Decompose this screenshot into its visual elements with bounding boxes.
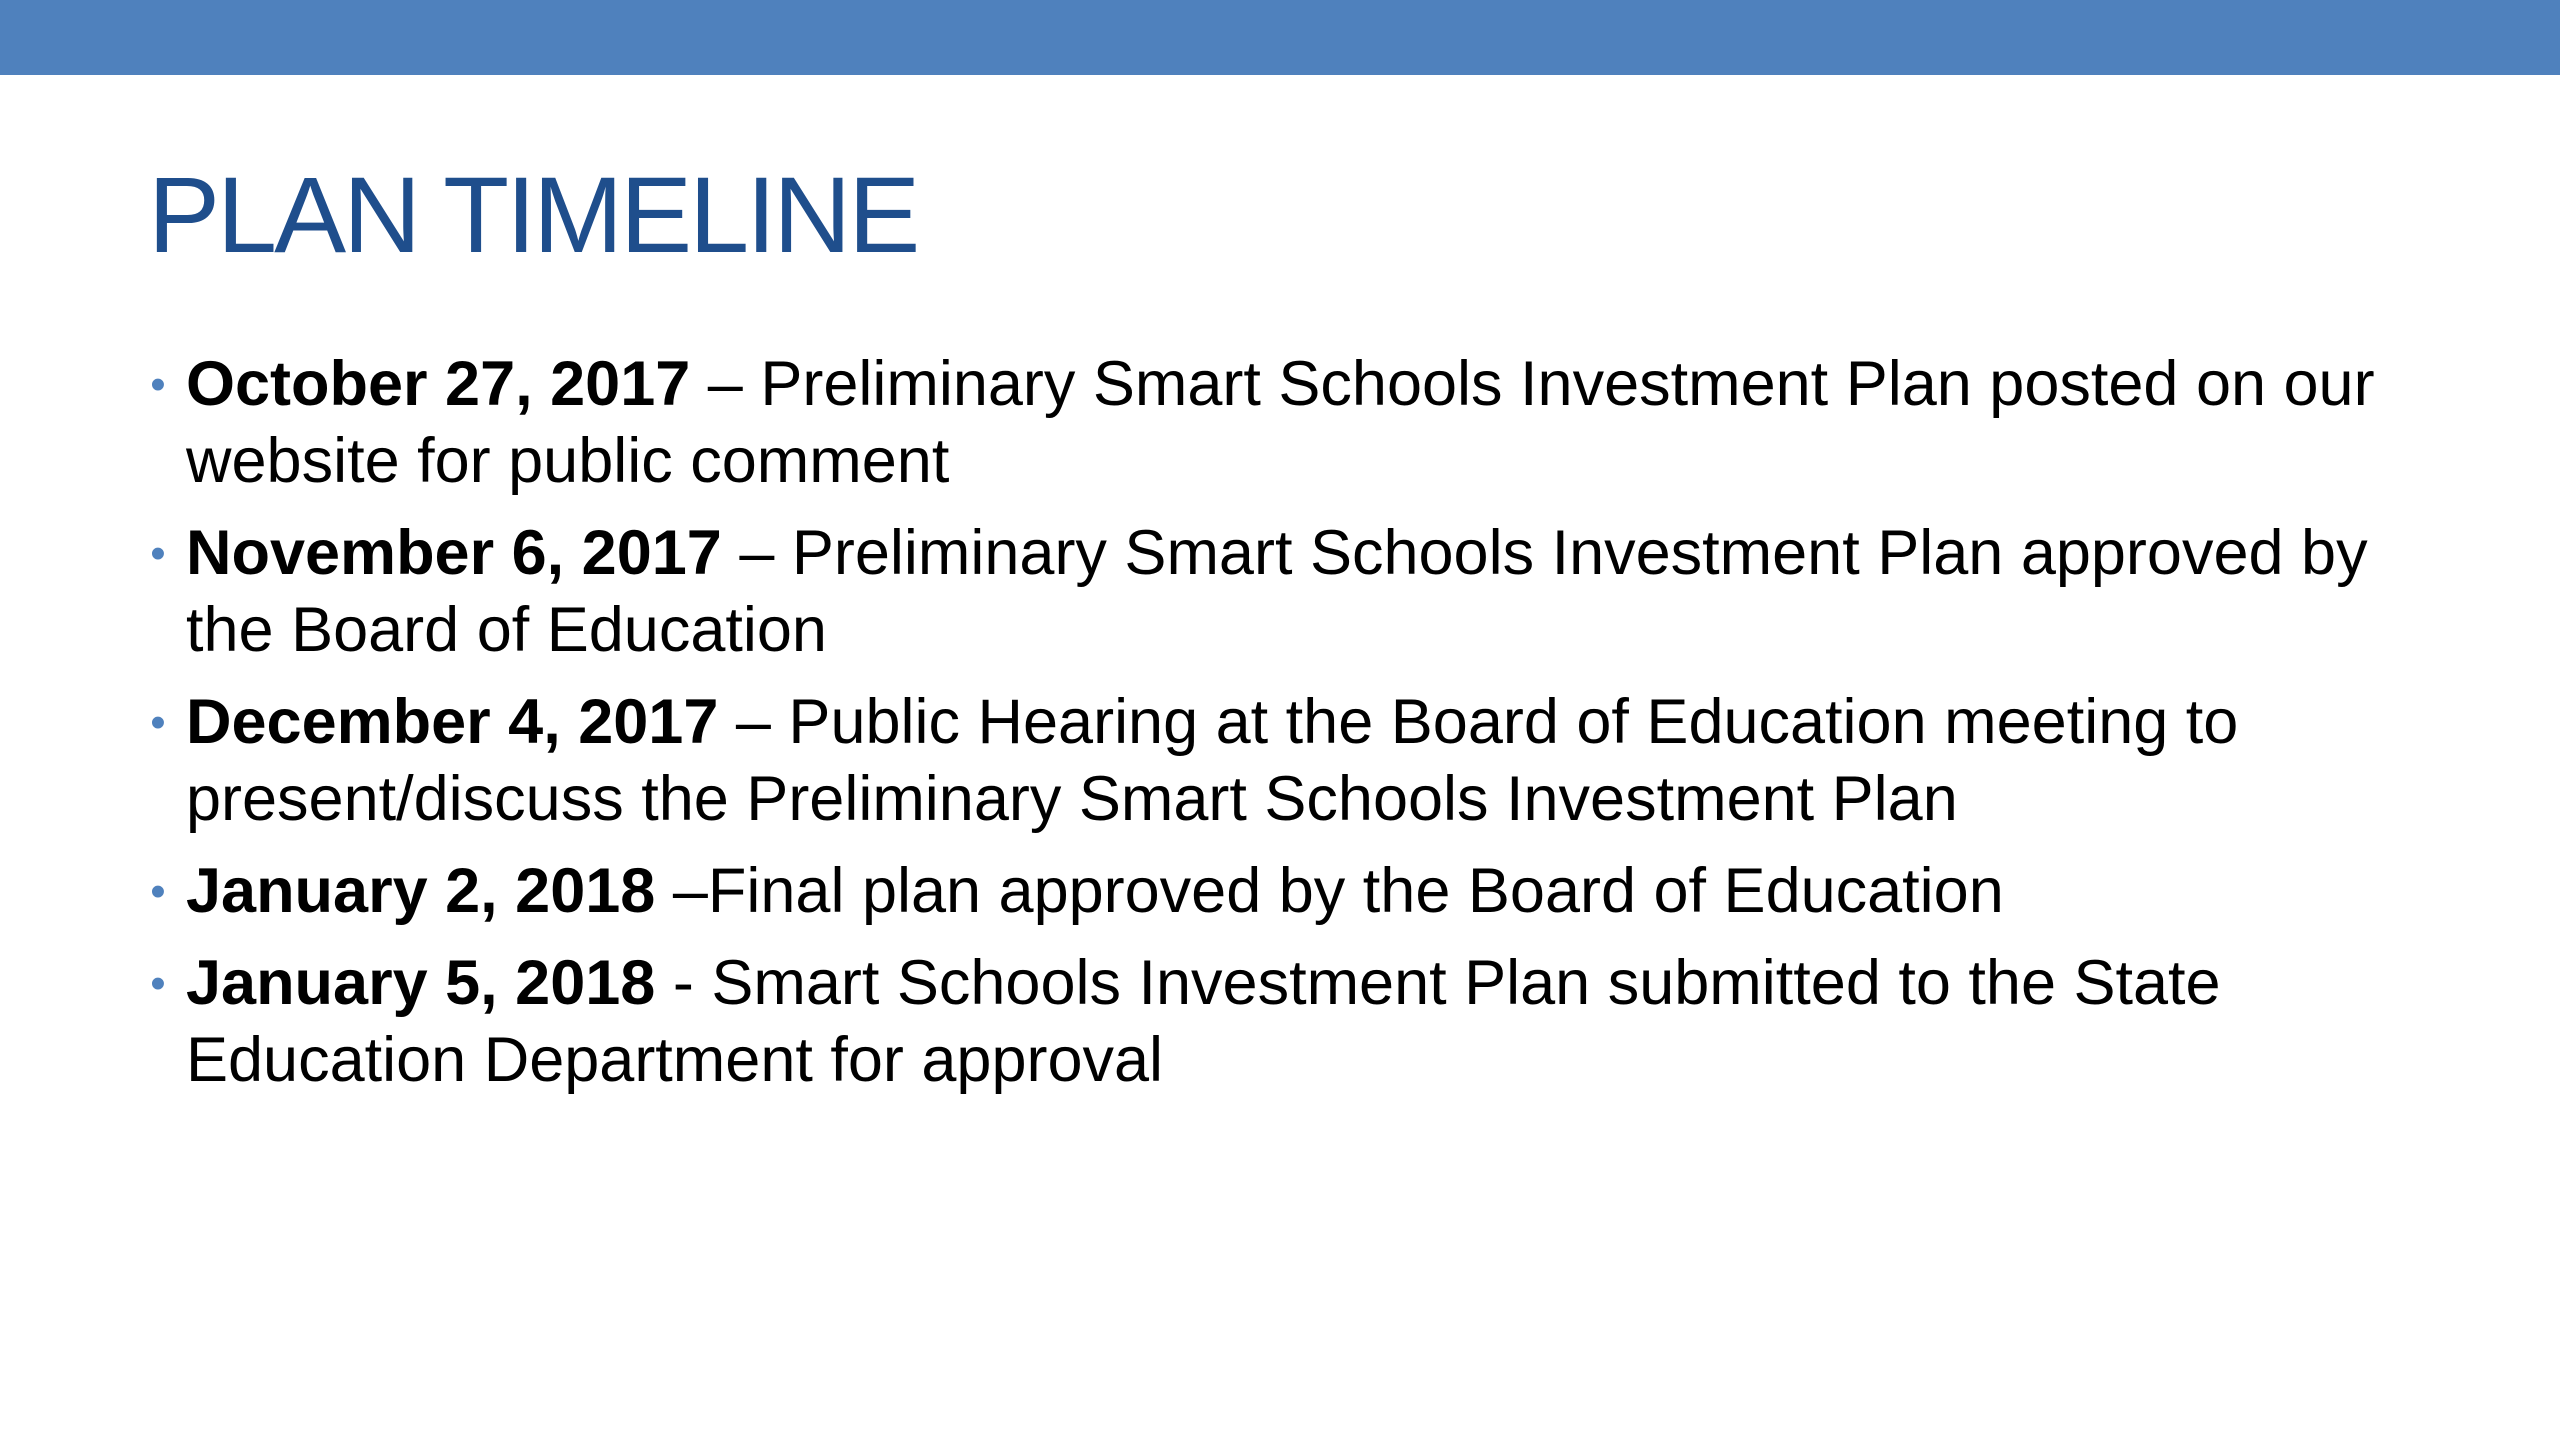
timeline-description: - Smart Schools Investment Plan submitted to the State Education Department for approval (186, 948, 2221, 1095)
timeline-description: –Final plan approved by the Board of Education (655, 856, 2004, 926)
timeline-item (148, 684, 2448, 838)
bullet-icon: • (150, 529, 166, 578)
timeline-item (148, 945, 2448, 1099)
timeline-description: – Preliminary Smart Schools Investment Plan posted on our website for public comment (186, 349, 2375, 496)
bullet-icon: • (150, 959, 166, 1008)
slide-title: PLAN TIMELINE (148, 154, 918, 275)
timeline-date: January 5, 2018 (186, 948, 656, 1018)
timeline-date: December 4, 2017 (186, 687, 719, 757)
timeline-description: – Preliminary Smart Schools Investment Plan approved by the Board of Education (186, 518, 2368, 665)
timeline-item (148, 346, 2448, 500)
bullet-icon: • (150, 867, 166, 916)
bullet-icon: • (150, 698, 166, 747)
bullet-icon: • (150, 360, 166, 409)
timeline-item (148, 515, 2448, 669)
timeline-date: January 2, 2018 (186, 856, 656, 926)
timeline-list (148, 346, 2448, 1114)
timeline-item (148, 853, 2448, 930)
timeline-date: November 6, 2017 (186, 518, 722, 588)
timeline-description: – Public Hearing at the Board of Education meeting to present/discuss the Preliminary Smart Schools Investment Plan (186, 687, 2239, 834)
header-band (0, 0, 2560, 75)
timeline-date: October 27, 2017 (186, 349, 691, 419)
